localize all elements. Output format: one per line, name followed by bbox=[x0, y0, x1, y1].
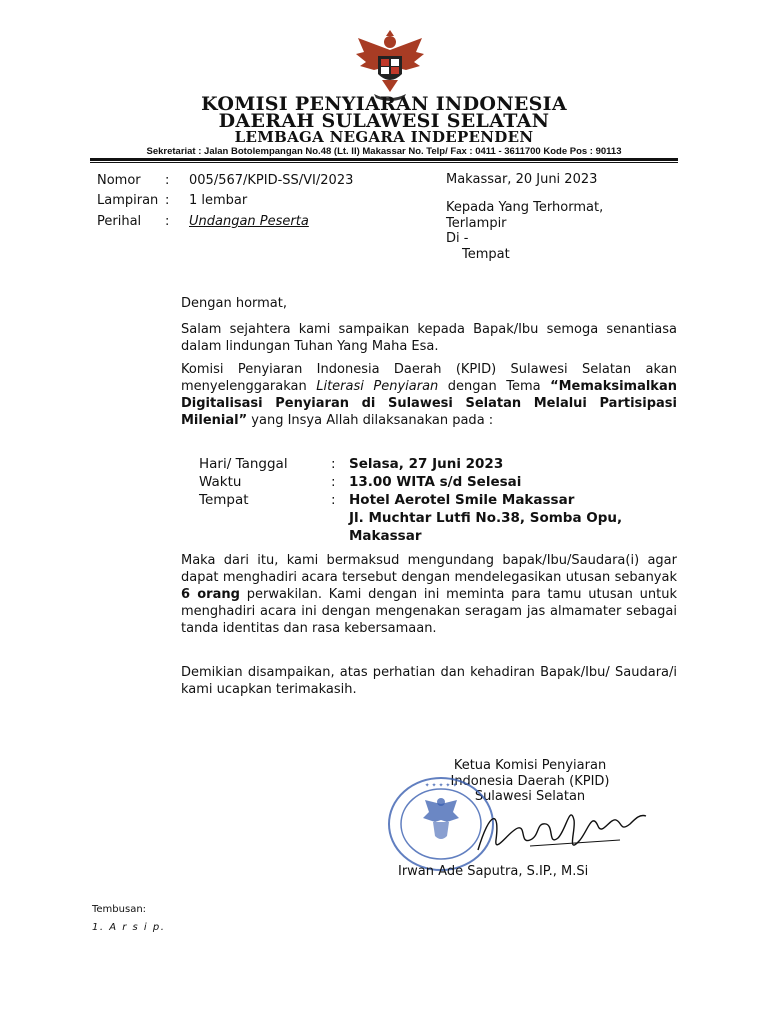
meta-colon: : bbox=[165, 193, 170, 208]
event-theme: “Memaksimalkan Digitalisasi Penyiaran di Sulawesi Selatan Melalui Partisipasi Milenial” bbox=[181, 379, 677, 428]
event-value: Jl. Muchtar Lutfi No.38, Somba Opu, bbox=[349, 510, 623, 526]
para3-text2: perwakilan. Kami dengan ini meminta para tamu utusan untuk menghadiri acara ini dengan mengenakan seragam jas almamater sebagai tanda identitas dan rasa kebersamaan. bbox=[181, 587, 677, 636]
event-day-row bbox=[0, 456, 768, 473]
meta-subject-value: Undangan Peserta bbox=[189, 214, 309, 229]
recipient-block bbox=[446, 200, 603, 262]
recipient-at: Di - bbox=[446, 231, 469, 246]
event-label: Hari/ Tanggal bbox=[199, 456, 288, 472]
date-place: Makassar, 20 Juni 2023 bbox=[446, 172, 598, 187]
header-rule-thick bbox=[90, 158, 678, 161]
letter-meta bbox=[0, 170, 440, 240]
event-colon: : bbox=[331, 492, 336, 508]
event-value: Hotel Aerotel Smile Makassar bbox=[349, 492, 575, 508]
event-label: Tempat bbox=[199, 492, 249, 508]
paragraph-delegation bbox=[181, 552, 677, 637]
handwritten-signature-icon bbox=[470, 800, 650, 860]
recipient-greeting: Kepada Yang Terhormat, bbox=[446, 200, 604, 215]
para3-text: Maka dari itu, kami bermaksud mengundang bapak/Ibu/Saudara(i) agar dapat menghadiri acara tersebut dengan mendelegasikan utusan sebanyak bbox=[181, 553, 677, 585]
meta-colon: : bbox=[165, 214, 170, 229]
event-value: Selasa, 27 Juni 2023 bbox=[349, 456, 504, 472]
paragraph-closing: Demikian disampaikan, atas perhatian dan kehadiran Bapak/Ibu/ Saudara/i kami ucapkan terimakasih. bbox=[181, 665, 677, 697]
garuda-emblem-icon bbox=[350, 30, 430, 102]
event-place-row bbox=[0, 492, 768, 546]
secretariat-address: Sekretariat : Jalan Botolempangan No.48 (Lt. II) Makassar No. Telp/ Fax : 0411 - 3611700 Kode Pos : 90113 bbox=[146, 146, 622, 157]
org-tagline: LEMBAGA NEGARA INDEPENDEN bbox=[234, 128, 534, 146]
meta-subject-row bbox=[0, 211, 440, 232]
meta-label: Perihal bbox=[97, 214, 142, 229]
event-value: 13.00 WITA s/d Selesai bbox=[349, 474, 522, 490]
org-name-line1: KOMISI PENYIARAN INDONESIA bbox=[201, 93, 567, 115]
delegate-count: 6 orang bbox=[181, 587, 240, 602]
event-label: Waktu bbox=[199, 474, 242, 490]
header-rule-thin bbox=[90, 162, 678, 163]
meta-value: 1 lembar bbox=[189, 193, 248, 208]
para2-text: Komisi Penyiaran Indonesia Daerah (KPID) Sulawesi Selatan akan menyelenggarakan bbox=[181, 362, 677, 394]
meta-attachment-row bbox=[0, 190, 440, 211]
signature-line: Indonesia Daerah (KPID) bbox=[450, 773, 610, 789]
cc-item: 1. A r s i p. bbox=[92, 922, 166, 933]
recipient-name: Terlampir bbox=[446, 215, 507, 231]
para2-text3: yang Insya Allah dilaksanakan pada : bbox=[247, 413, 494, 428]
event-name: Literasi Penyiaran bbox=[316, 379, 439, 394]
meta-colon: : bbox=[165, 173, 170, 188]
event-colon: : bbox=[331, 456, 336, 472]
signer-name: Irwan Ade Saputra, S.IP., M.Si bbox=[398, 864, 589, 879]
event-colon: : bbox=[331, 474, 336, 490]
org-name-line2: DAERAH SULAWESI SELATAN bbox=[218, 110, 550, 132]
meta-value: 005/567/KPID-SS/VI/2023 bbox=[189, 173, 354, 188]
meta-label: Nomor bbox=[97, 173, 141, 188]
para2-text2: dengan Tema bbox=[438, 379, 551, 394]
signature-line: Sulawesi Selatan bbox=[474, 789, 586, 804]
svg-text:✦ ✦ ✦ ✦ ✦: ✦ ✦ ✦ ✦ ✦ bbox=[424, 782, 458, 789]
recipient-place: Tempat bbox=[462, 246, 510, 262]
salutation: Dengan hormat, bbox=[181, 296, 288, 311]
paragraph-greeting: Salam sejahtera kami sampaikan kepada Bapak/Ibu semoga senantiasa dalam lindungan Tuhan Yang Maha Esa. bbox=[181, 322, 677, 354]
signature-line: Ketua Komisi Penyiaran bbox=[453, 758, 607, 773]
event-time-row bbox=[0, 474, 768, 491]
meta-label: Lampiran bbox=[97, 193, 159, 208]
cc-title: Tembusan: bbox=[92, 904, 147, 915]
event-value: Makassar bbox=[349, 528, 422, 544]
paragraph-invitation bbox=[181, 361, 677, 429]
meta-number-row bbox=[0, 170, 440, 191]
